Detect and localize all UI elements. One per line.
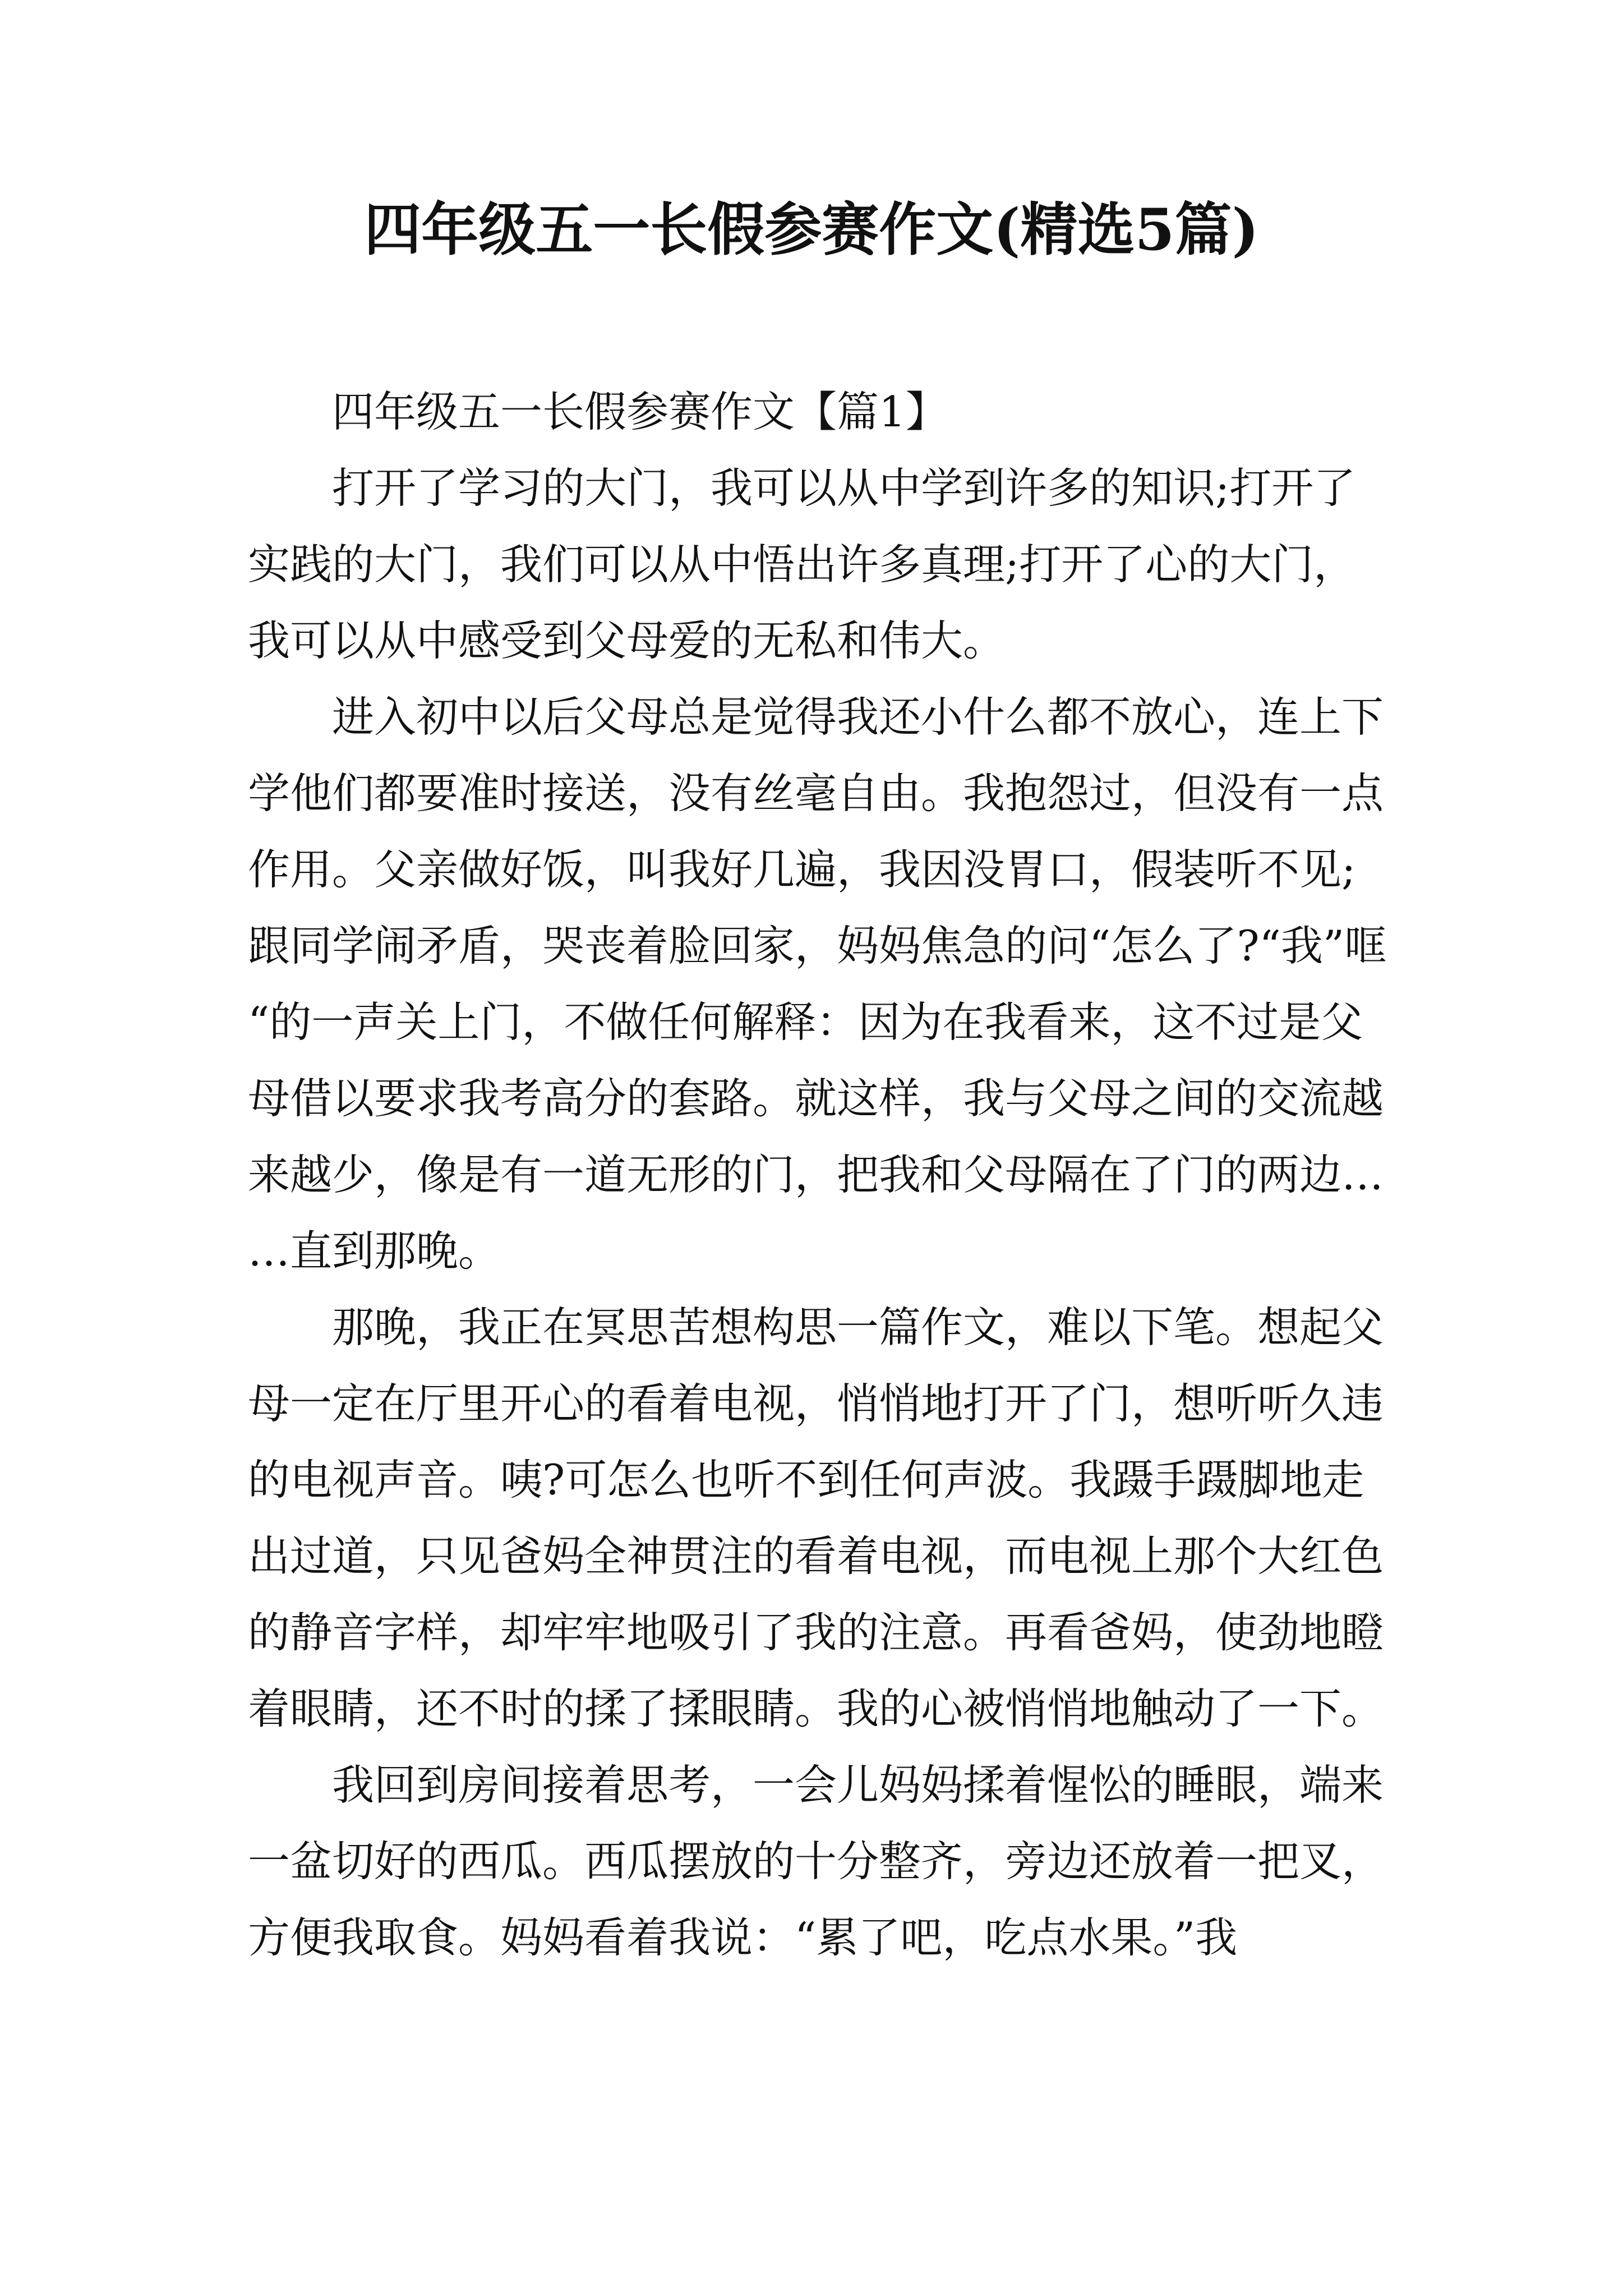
paragraph: 那晚，我正在冥思苦想构思一篇作文，难以下笔。想起父母一定在厅里开心的看着电视，悄悄地打开了门，想听听久违的电视声音。咦?可怎么也听不到任何声波。我蹑手蹑脚地走出过道，只见爸妈全神贯注的看着电视，而电视上那个大红色的静音字样，却牢牢地吸引了我的注意。再看爸妈，使劲地瞪着眼睛，还不时的揉了揉眼睛。我的心被悄悄地触动了一下。 bbox=[248, 1303, 1384, 1733]
paragraph: 打开了学习的大门，我可以从中学到许多的知识;打开了实践的大门，我们可以从中悟出许多真理;打开了心的大门，我可以从中感受到父母爱的无私和伟大。 bbox=[248, 463, 1356, 665]
paragraph: 我回到房间接着思考，一会儿妈妈揉着惺忪的睡眼，端来一盆切好的西瓜。西瓜摆放的十分整齐，旁边还放着一把叉，方便我取食。妈妈看着我说：“累了吧，吃点水果。”我 bbox=[248, 1760, 1384, 1962]
document-title: 四年级五一长假参赛作文(精选5篇) bbox=[364, 196, 1259, 264]
document-body bbox=[248, 374, 1392, 1976]
paragraph: 进入初中以后父母总是觉得我还小什么都不放心，连上下学他们都要准时接送，没有丝毫自由。我抱怨过，但没有一点作用。父亲做好饭，叫我好几遍，我因没胃口，假装听不见;跟同学闹矛盾，哭丧着脸回家，妈妈焦急的问“怎么了?“我”哐“的一声关上门，不做任何解释：因为在我看来，这不过是父母借以要求我考高分的套路。就这样，我与父母之间的交流越来越少，像是有一道无形的门，把我和父母隔在了门的两边……直到那晚。 bbox=[248, 692, 1387, 1276]
section-heading: 四年级五一长假参赛作文【篇1】 bbox=[332, 387, 948, 436]
